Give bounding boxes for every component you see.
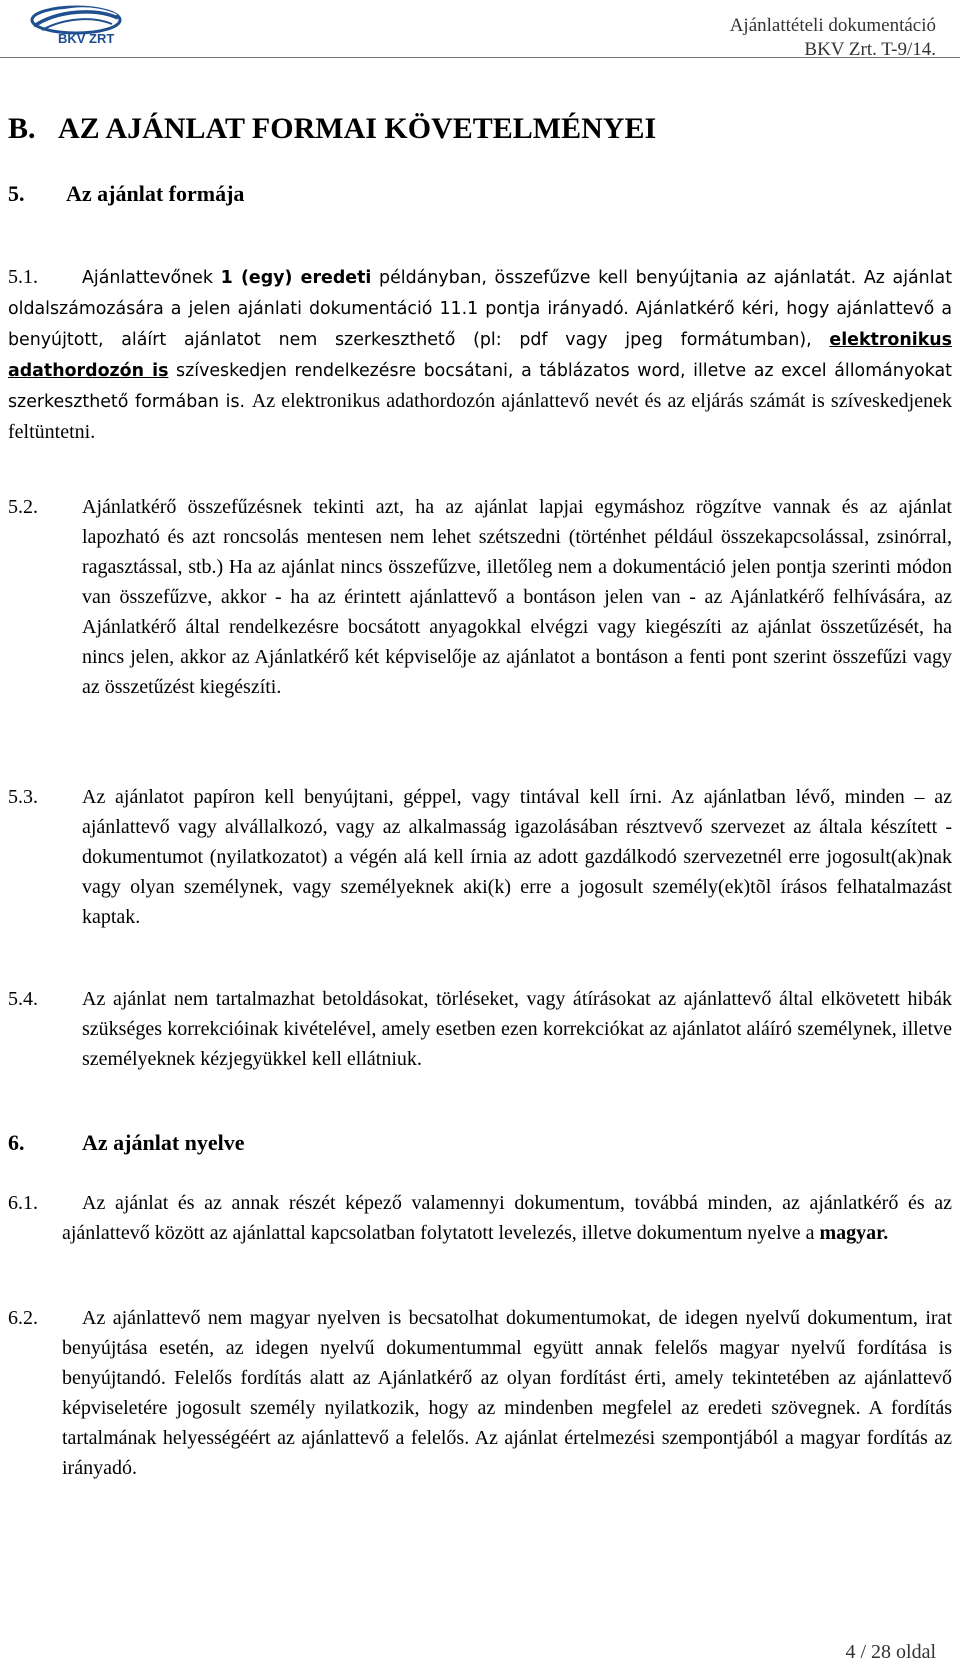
paragraph-text: Az ajánlattevő nem magyar nyelven is becsatolhat dokumentumokat, de idegen nyelvű dokumentum, irat benyújtása esetén, az idegen nyelvű dokumentummal együtt annak felelős magyar nyelvű fordítása is benyújtandó. Felelős fordítás alatt az Ajánlatkérő az olyan fordítást érti, amely tekintetében az ajánlattevő képviseletére jogosult személy nyilatkozik, hogy az mindenben megfelel az eredeti szövegnek. A fordítás tartalmának helyességéért az ajánlattevő a felelős. Az ajánlat értelmezési szempontjából a magyar fordítás az irányadó. [62,1307,952,1479]
section-b-number: B. [8,112,36,145]
header-divider [0,57,960,58]
text-run-bold-underlined: elektronikus adathordozón is [8,330,952,381]
paragraph-number: 5.3. [8,786,38,808]
bkv-logo [28,2,124,46]
section-b-heading [8,111,656,147]
section-6-heading [8,1129,245,1157]
text-run-bold: magyar. [819,1222,889,1244]
text-run: szíveskedjen rendelkezésre bocsátani, a táblázatos word, illetve az excel állományokat szerkeszthető formában is. [8,361,952,412]
section-5-heading [8,180,244,208]
section-5-title: Az ajánlat formája [66,181,245,206]
section-6-number: 6. [8,1130,25,1155]
page-number: 4 / 28 oldal [845,1641,936,1663]
paragraph-number: 6.2. [8,1307,38,1329]
section-6-title: Az ajánlat nyelve [82,1130,245,1155]
paragraph-6-2 [8,1303,952,1483]
paragraph-number: 6.1. [8,1192,38,1214]
paragraph-text [8,262,952,447]
paragraph-text: Az ajánlatot papíron kell benyújtani, géppel, vagy tintával kell írni. Az ajánlatban lévő, minden – az ajánlattevő vagy alvállalkozó, vagy az alkalmasság igazolásában résztvevő szervezet az általa készített - dokumentumot (nyilatkozatot) a végén alá kell írnia az adott gazdálkodó szervezetnél erre jogosult(ak)nak vagy olyan személynek, vagy személyeknek aki(k) erre a jogosult személy(ek)tõl írásos felhatalmazást kaptak. [82,786,952,928]
header-doc-title: Ajánlattételi dokumentáció [729,15,936,36]
text-run: példányban, összefűzve kell benyújtania az ajánlatát. Az ajánlat oldalszámozására a jelen ajánlati dokumentáció 11.1 pontja irányadó. Ajánlatkérő kéri, hogy ajánlattevő a benyújtott, aláírt ajánlatot nem szerkeszthető (pl: pdf vagy jpeg formátumban), [8,268,953,350]
paragraph-5-2 [8,492,952,702]
paragraph-5-3 [8,782,952,932]
section-5-number: 5. [8,181,25,206]
text-run-bold: 1 (egy) eredeti [220,268,372,288]
section-b-title: AZ AJÁNLAT FORMAI KÖVETELMÉNYEI [58,112,657,145]
page-header [0,0,960,60]
paragraph-5-1 [8,262,952,447]
text-run: Az elektronikus adathordozón ajánlattevő nevét és az eljárás számát is szíveskedjenek feltüntetni. [8,390,952,443]
paragraph-5-4 [8,984,952,1074]
paragraph-text: Ajánlatkérő összefűzésnek tekinti azt, ha az ajánlat lapjai egymáshoz rögzítve vannak és az ajánlat lapozható és azt roncsolás mentesen nem lehet szétszedni (történhet például összekapcsolással, zsinórral, ragasztással, stb.) Ha az ajánlat nincs összefűzve, illetőleg nem a dokumentáció jelen pontja szerinti módon van összefűzve, akkor - ha az érintett ajánlattevő a bontáson jelen van - az Ajánlatkérő felhívására, az Ajánlatkérő által rendelkezésre bocsátott anyagokkal elvégzi vagy kiegészíti az ajánlat összetűzését, ha nincs jelen, akkor az Ajánlatkérő két képviselője az ajánlatot a bontáson a fenti pont szerint összefűzi vagy az összetűzést kiegészíti. [82,496,952,698]
header-doc-info [730,14,936,62]
paragraph-text: Az ajánlat nem tartalmazhat betoldásokat, törléseket, vagy átírásokat az ajánlattevő által elkövetett hibák szükséges korrekcióinak kivételével, amely esetben ezen korrekciókat az ajánlatot aláíró személynek, illetve személyeknek kézjegyükkel kell ellátniuk. [82,988,952,1070]
paragraph-number: 5.4. [8,988,38,1010]
text-run: Ajánlattevőnek [82,268,221,288]
paragraph-text [8,1188,952,1248]
paragraph-number: 5.2. [8,496,38,518]
text-run: Az ajánlat és az annak részét képező valamennyi dokumentum, továbbá minden, az ajánlatkérő és az ajánlattevő között az ajánlattal kapcsolatban folytatott levelezés, illetve dokumentum nyelve a [62,1192,952,1244]
paragraph-number: 5.1. [8,266,38,288]
header-doc-ref: BKV Zrt. T-9/14. [804,39,936,60]
paragraph-6-1 [8,1188,952,1248]
logo-text: BKV ZRT [58,31,115,46]
